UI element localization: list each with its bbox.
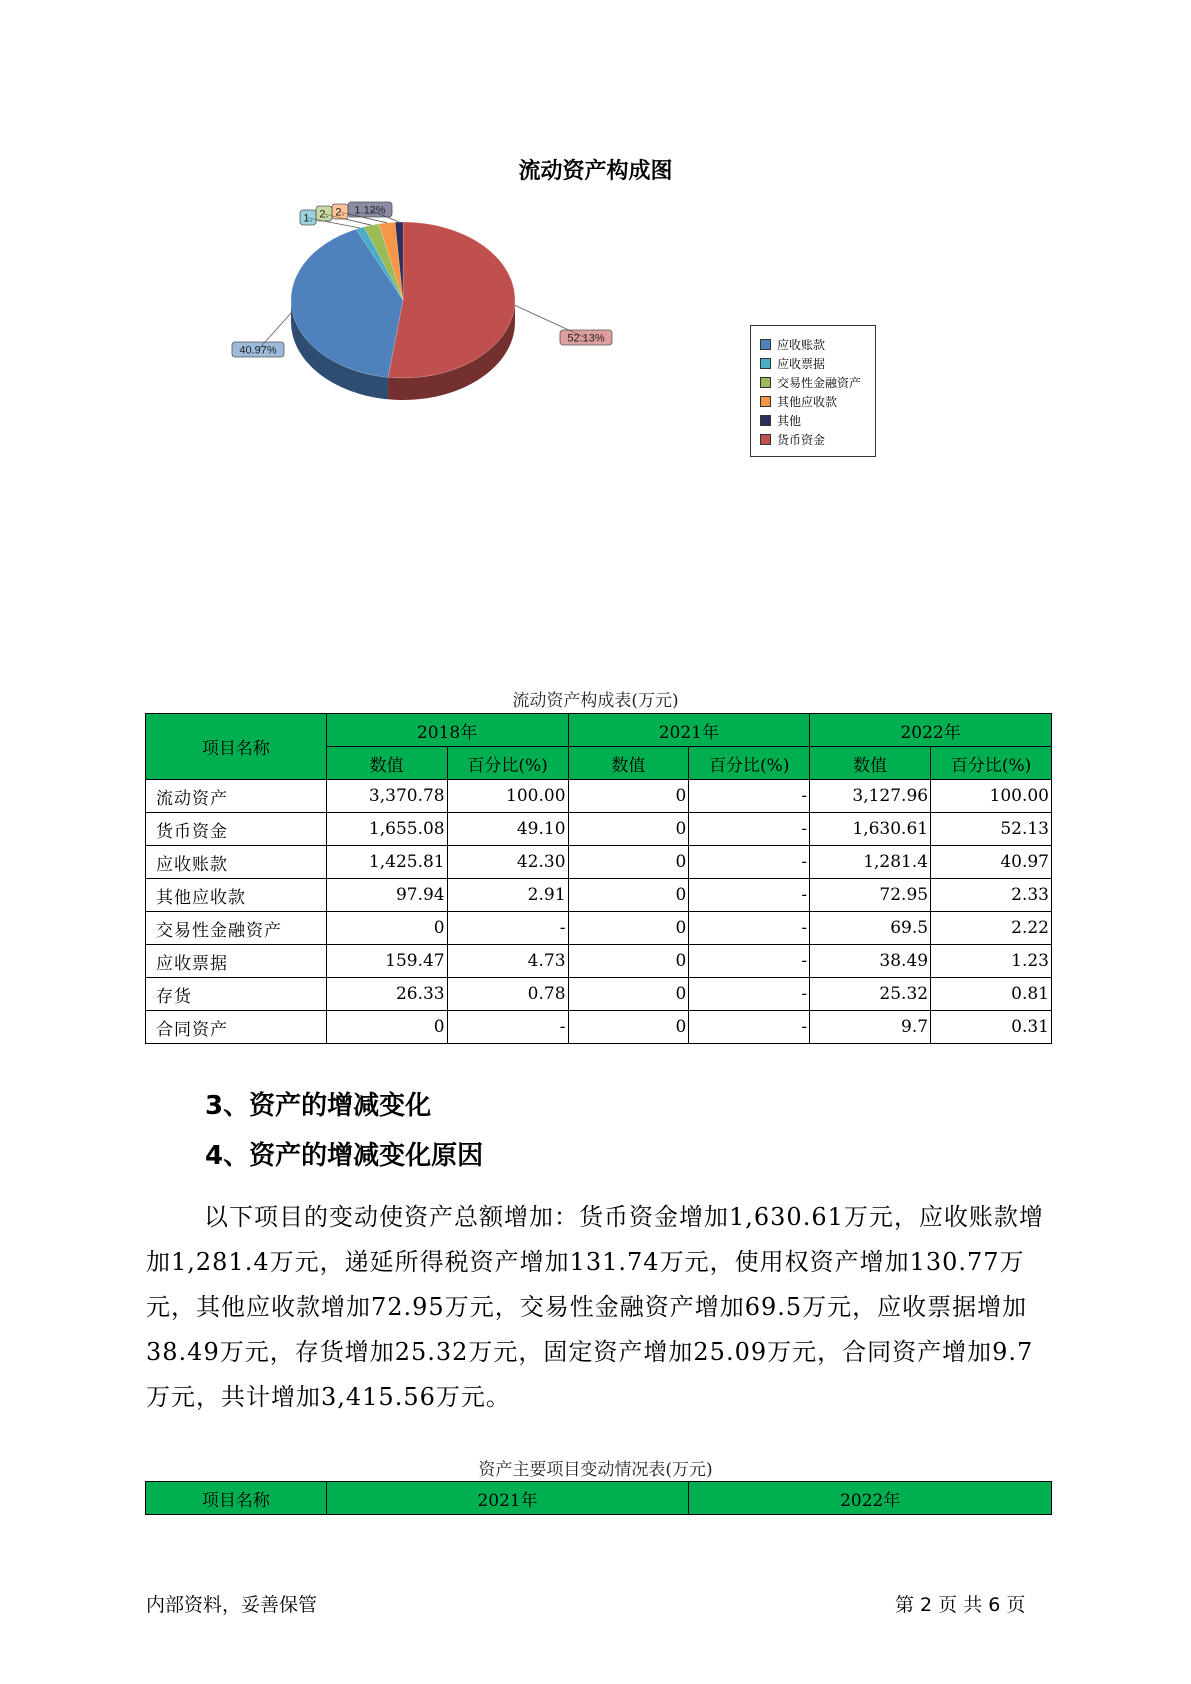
table-row [146,846,1052,879]
header-item-name: 项目名称 [146,1482,327,1515]
table2-caption: 资产主要项目变动情况表(万元) [478,1460,713,1480]
table-cell: 0 [568,945,689,978]
table-cell: 0 [568,879,689,912]
header-value: 数值 [568,747,689,780]
row-name: 应收票据 [146,945,327,978]
table-cell: 100.00 [931,780,1052,813]
header-pct: 百分比(%) [931,747,1052,780]
legend-swatch [760,358,771,369]
row-name: 其他应收款 [146,879,327,912]
table-cell: 0.81 [931,978,1052,1011]
legend-swatch [760,396,771,407]
table-cell: 72.95 [810,879,931,912]
table-cell: 159.47 [326,945,447,978]
header-year: 2022年 [810,714,1052,747]
table-row [146,945,1052,978]
pie-chart [239,200,690,450]
table-cell: 1,630.61 [810,813,931,846]
table-cell: 0.31 [931,1011,1052,1044]
svg-text:1.12%: 1.12% [354,204,386,217]
table-cell: - [689,978,810,1011]
table-cell: 52.13 [931,813,1052,846]
section-heading-3: 3、资产的增减变化 [205,1091,432,1121]
table-cell: - [689,912,810,945]
footer-confidential: 内部资料，妥善保管 [146,1594,318,1616]
svg-text:40.97%: 40.97% [239,344,277,357]
table-cell: - [689,945,810,978]
table-cell: 2.33 [931,879,1052,912]
current-assets-table [145,713,1052,1044]
table-row [146,912,1052,945]
legend-label: 交易性金融资产 [777,376,862,390]
header-pct: 百分比(%) [689,747,810,780]
legend-label: 其他应收款 [777,395,838,409]
table-cell: 97.94 [326,879,447,912]
footer-page-number: 第 2 页 共 6 页 [895,1594,1026,1616]
table-cell: - [689,846,810,879]
table-cell: 0 [568,813,689,846]
table-row [146,813,1052,846]
header-year: 2021年 [568,714,810,747]
table-cell: 0 [568,912,689,945]
table-cell: 42.30 [447,846,568,879]
header-year: 2022年 [689,1482,1052,1515]
table-cell: - [689,813,810,846]
table-cell: - [447,912,568,945]
section-heading-4: 4、资产的增减变化原因 [205,1141,484,1171]
header-value: 数值 [326,747,447,780]
legend-item [760,354,875,373]
pie-slice-label [515,305,612,345]
legend-label: 其他 [777,414,802,428]
legend-label: 货币资金 [777,433,826,447]
table-cell: - [447,1011,568,1044]
table-cell: 38.49 [810,945,931,978]
table-cell: 3,127.96 [810,780,931,813]
legend-label: 应收账款 [777,338,826,352]
pie-slice-label [232,312,292,357]
table-cell: 100.00 [447,780,568,813]
table-cell: 0 [326,1011,447,1044]
table-cell: 1,425.81 [326,846,447,879]
header-value: 数值 [810,747,931,780]
legend-item [760,411,875,430]
row-name: 货币资金 [146,813,327,846]
table-cell: 0.78 [447,978,568,1011]
legend-swatch [760,415,771,426]
row-name: 交易性金融资产 [146,912,327,945]
legend-swatch [760,339,771,350]
table-cell: 0 [568,780,689,813]
body-paragraph: 以下项目的变动使资产总额增加：货币资金增加1,630.61万元，应收账款增加1,281.4万元，递延所得税资产增加131.74万元，使用权资产增加130.77万元，其他应收款增加72.95万元，交易性金融资产增加69.5万元，应收票据增加38.49万元，存货增加25.32万元，固定资产增加25.09万元，合同资产增加9.7万元，共计增加3,415.56万元。 [146,1203,1044,1411]
table-cell: 0 [568,846,689,879]
table-row [146,879,1052,912]
svg-text:2.: 2. [335,206,345,219]
header-year: 2021年 [326,1482,689,1515]
table-cell: 26.33 [326,978,447,1011]
table-row [146,1011,1052,1044]
row-name: 流动资产 [146,780,327,813]
table-cell: 25.32 [810,978,931,1011]
legend-item [760,335,875,354]
legend-item [760,392,875,411]
asset-change-table [145,1481,1052,1515]
table-cell: 40.97 [931,846,1052,879]
table-cell: - [689,1011,810,1044]
svg-text:1.: 1. [303,212,313,225]
table-cell: 1,281.4 [810,846,931,879]
table-cell: 4.73 [447,945,568,978]
row-name: 合同资产 [146,1011,327,1044]
table-cell: 69.5 [810,912,931,945]
row-name: 存货 [146,978,327,1011]
header-item-name: 项目名称 [146,714,327,780]
table-cell: - [689,780,810,813]
table-cell: 1,655.08 [326,813,447,846]
table-cell: 2.22 [931,912,1052,945]
svg-text:2.: 2. [319,208,329,221]
table-cell: - [689,879,810,912]
header-pct: 百分比(%) [447,747,568,780]
table-cell: 0 [568,1011,689,1044]
svg-text:52.13%: 52.13% [567,332,605,345]
legend-label: 应收票据 [777,357,826,371]
row-name: 应收账款 [146,846,327,879]
chart-title: 流动资产构成图 [518,159,673,184]
pie-slice-label [348,202,399,222]
chart-legend [750,325,876,457]
legend-item [760,373,875,392]
table-cell: 0 [326,912,447,945]
legend-swatch [760,377,771,388]
table-cell: 1.23 [931,945,1052,978]
legend-item [760,430,875,449]
table-cell: 9.7 [810,1011,931,1044]
header-year: 2018年 [326,714,568,747]
table-row [146,780,1052,813]
legend-swatch [760,434,771,445]
table-row [146,978,1052,1011]
table-cell: 0 [568,978,689,1011]
table-cell: 3,370.78 [326,780,447,813]
table-cell: 2.91 [447,879,568,912]
table-cell: 49.10 [447,813,568,846]
table1-caption: 流动资产构成表(万元) [512,691,679,711]
